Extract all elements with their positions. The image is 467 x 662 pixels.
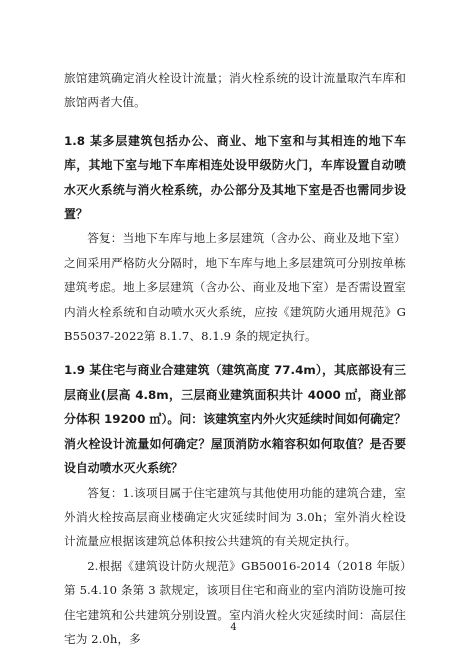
question-1-9: 1.9 某住宅与商业合建建筑（建筑高度 77.4m），其底部设有三层商业(层高 4.8m，三层商业建筑面积共计 4000 ㎡，商业部分体积 19200 ㎥）。问：该建筑室内外火灾延续时间如何确定？消火栓设计流量如何确定？屋顶消防水箱容积如何取值？是否要设自动喷水灭火系统？ xyxy=(64,363,406,476)
intro-paragraph: 旅馆建筑确定消火栓设计流量；消火栓系统的设计流量取汽车库和旅馆两者大值。 xyxy=(64,71,406,110)
page-number: 4 xyxy=(230,622,237,633)
section-gap xyxy=(64,348,406,358)
answer-1-9-part-1: 答复：1.该项目属于住宅建筑与其他使用功能的建筑合建，室外消火栓按高层商业楼确定火灾延续时间为 3.0h；室外消火栓设计流量应根据该建筑总体积按公共建筑的有关规定执行。 xyxy=(64,485,406,549)
answer-1-9-part-2: 2.根据《建筑设计防火规范》GB50016-2014（2018 年版）第 5.4.10 条第 3 款规定，该项目住宅和商业的室内消防设施可按住宅建筑和公共建筑分别设置。室内消火栓火灾延续时间：高层住宅为 2.0h，多 xyxy=(64,558,406,646)
question-1-8: 1.8 某多层建筑包括办公、商业、地下室和与其相连的地下车库，其地下室与地下车库相连处设甲级防火门，车库设置自动喷水灭火系统与消火栓系统，办公部分及其地下室是否也需同步设置？ xyxy=(64,133,406,222)
answer-1-8: 答复：当地下车库与地上多层建筑（含办公、商业及地下室）之间采用严格防火分隔时，地下车库与地上多层建筑可分别按单栋建筑考虑。地上多层建筑（含办公、商业及地下室）是否需设置室内消火栓系统和自动喷水灭火系统，应按《建筑防火通用规范》GB55037-2022第 8.1.7、8.1.9 条的规定执行。 xyxy=(64,231,406,344)
page-content xyxy=(64,66,406,651)
